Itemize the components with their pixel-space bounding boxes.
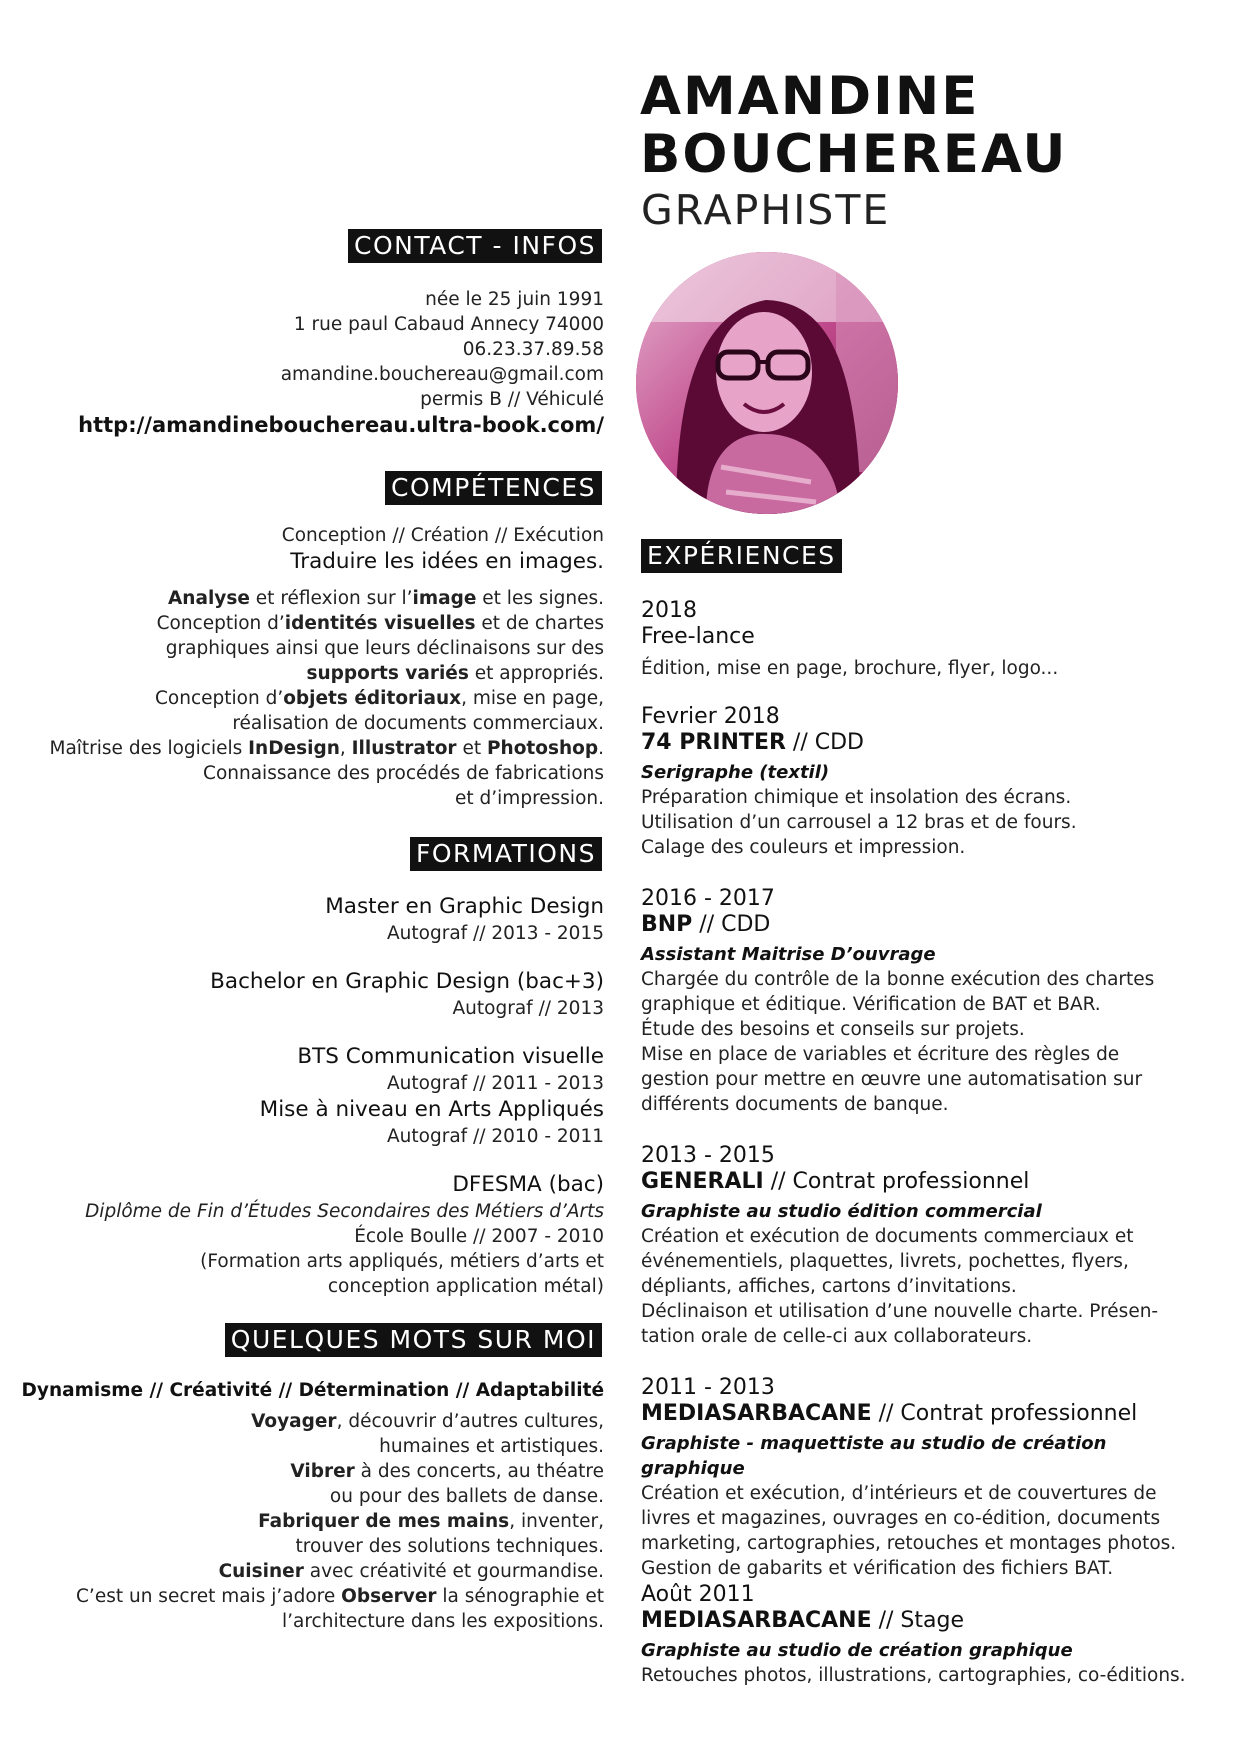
experience-heading: EXPÉRIENCES	[641, 539, 842, 573]
skills-motto: Traduire les idées en images.	[290, 549, 604, 574]
experience-year: 2016 - 2017	[641, 886, 775, 911]
degree-title: Master en Graphic Design	[325, 894, 604, 919]
contact-heading: CONTACT - INFOS	[348, 229, 602, 263]
skill-line: et d’impression.	[455, 788, 604, 809]
experience-year: 2013 - 2015	[641, 1143, 775, 1168]
experience-company: Free-lance	[641, 624, 755, 649]
skill-line: Conception d’identités visuelles et de chartes	[156, 613, 604, 634]
experience-post: Graphiste au studio de création graphique	[641, 1640, 1073, 1661]
experience-desc: Chargée du contrôle de la bonne exécution des chartes	[641, 969, 1155, 990]
about-line: Cuisiner avec créativité et gourmandise.	[218, 1561, 604, 1582]
experience-item	[641, 1582, 1201, 1688]
experience-item	[641, 1375, 1201, 1581]
skills-tagline: Conception // Création // Exécution	[281, 525, 604, 546]
experience-year: Août 2011	[641, 1582, 755, 1607]
experience-desc: Déclinaison et utilisation d’une nouvelle charte. Présen-	[641, 1301, 1159, 1322]
skills-list	[49, 523, 604, 811]
experience-item	[641, 704, 1201, 860]
degree-note: conception application métal)	[327, 1276, 604, 1297]
experience-post: Graphiste au studio édition commercial	[641, 1201, 1042, 1222]
address: 1 rue paul Cabaud Annecy 74000	[293, 314, 604, 335]
experience-year: Fevrier 2018	[641, 704, 780, 729]
degree-title: Bachelor en Graphic Design (bac+3)	[210, 969, 604, 994]
skill-line: Analyse et réflexion sur l’image et les signes.	[167, 588, 604, 609]
degree-school: Autograf // 2013	[452, 998, 604, 1019]
experience-desc: livres et magazines, ouvrages en co-édition, documents	[641, 1508, 1161, 1529]
about-line: trouver des solutions techniques.	[295, 1536, 604, 1557]
experience-company: GENERALI // Contrat professionnel	[641, 1169, 1030, 1194]
last-name: BOUCHEREAU	[640, 124, 1068, 185]
experience-desc: Gestion de gabarits et vérification des fichiers BAT.	[641, 1558, 1114, 1579]
job-title: GRAPHISTE	[641, 186, 891, 234]
skills-heading: COMPÉTENCES	[385, 471, 602, 505]
degree-school: Autograf // 2011 - 2013	[387, 1073, 604, 1094]
about-heading: QUELQUES MOTS SUR MOI	[225, 1323, 602, 1357]
experience-item	[641, 1143, 1201, 1349]
experience-desc: Calage des couleurs et impression.	[641, 837, 966, 858]
experience-desc: gestion pour mettre en œuvre une automatisation sur	[641, 1069, 1143, 1090]
birth-date: née le 25 juin 1991	[425, 289, 604, 310]
about-line: Fabriquer de mes mains, inventer,	[258, 1511, 604, 1532]
email[interactable]: amandine.bouchereau@gmail.com	[280, 364, 604, 385]
profile-photo	[636, 252, 898, 514]
education-heading: FORMATIONS	[410, 837, 602, 871]
skill-line: Conception d’objets éditoriaux, mise en page,	[155, 688, 604, 709]
skill-line: Maîtrise des logiciels InDesign, Illustrator et Photoshop.	[49, 738, 604, 759]
degree-title: BTS Communication visuelle	[297, 1044, 604, 1069]
skill-line: graphiques ainsi que leurs déclinaisons sur des	[165, 638, 604, 659]
candidate-name	[640, 68, 1067, 184]
degree-school: Autograf // 2010 - 2011	[387, 1126, 604, 1147]
phone: 06.23.37.89.58	[462, 339, 604, 360]
experience-desc: Création et exécution de documents commerciaux et	[641, 1226, 1134, 1247]
degree-school: Autograf // 2013 - 2015	[387, 923, 604, 944]
experience-company: MEDIASARBACANE // Contrat professionnel	[641, 1401, 1138, 1426]
experience-desc: différents documents de banque.	[641, 1094, 949, 1115]
experience-desc: événementiels, plaquettes, livrets, pochettes, flyers,	[641, 1251, 1129, 1272]
about-line: l’architecture dans les expositions.	[281, 1611, 604, 1632]
experience-desc: Édition, mise en page, brochure, flyer, logo...	[641, 658, 1059, 679]
experience-desc: graphique et éditique. Vérification de BAT et BAR.	[641, 994, 1101, 1015]
about-line: ou pour des ballets de danse.	[329, 1486, 604, 1507]
degree-full-name: Diplôme de Fin d’Études Secondaires des Métiers d’Arts	[85, 1201, 604, 1222]
about-text	[22, 1377, 604, 1634]
education-list	[85, 893, 604, 1299]
portrait-illustration	[636, 252, 898, 514]
experience-company: MEDIASARBACANE // Stage	[641, 1608, 965, 1633]
experience-company: BNP // CDD	[641, 912, 771, 937]
experience-post: Assistant Maitrise D’ouvrage	[641, 944, 936, 965]
about-line: Vibrer à des concerts, au théatre	[290, 1461, 604, 1482]
personal-traits: Dynamisme // Créativité // Détermination // Adaptabilité	[21, 1380, 604, 1401]
experience-year: 2018	[641, 598, 697, 623]
about-line: C’est un secret mais j’adore Observer la sénographie et	[76, 1586, 604, 1607]
experience-item	[641, 598, 1201, 681]
experience-desc: Préparation chimique et insolation des écrans.	[641, 787, 1072, 808]
experience-company: 74 PRINTER // CDD	[641, 730, 864, 755]
experience-desc: Retouches photos, illustrations, cartographies, co-éditions.	[641, 1665, 1186, 1686]
website-link[interactable]: http://amandinebouchereau.ultra-book.com/	[78, 413, 604, 437]
driving-license: permis B // Véhiculé	[420, 389, 604, 410]
experience-desc: Étude des besoins et conseils sur projets.	[641, 1019, 1025, 1040]
degree-title: Mise à niveau en Arts Appliqués	[259, 1097, 604, 1122]
degree-title: DFESMA (bac)	[452, 1172, 604, 1197]
first-name: AMANDINE	[640, 66, 980, 127]
experience-post: Serigraphe (textil)	[641, 762, 830, 783]
experience-desc: dépliants, affiches, cartons d’invitations.	[641, 1276, 1017, 1297]
experience-desc: marketing, cartographies, retouches et montages photos.	[641, 1533, 1177, 1554]
skill-line: supports variés et appropriés.	[306, 663, 604, 684]
experience-item	[641, 886, 1201, 1117]
about-line: humaines et artistiques.	[379, 1436, 604, 1457]
skill-line: Connaissance des procédés de fabrications	[203, 763, 604, 784]
experience-post: Graphiste - maquettiste au studio de création graphique	[641, 1433, 1107, 1479]
skill-line: réalisation de documents commerciaux.	[232, 713, 604, 734]
contact-info	[78, 287, 604, 439]
degree-school: École Boulle // 2007 - 2010	[354, 1226, 604, 1247]
experience-desc: tation orale de celle-ci aux collaborateurs.	[641, 1326, 1033, 1347]
experience-desc: Mise en place de variables et écriture des règles de	[641, 1044, 1120, 1065]
experience-year: 2011 - 2013	[641, 1375, 775, 1400]
about-line: Voyager, découvrir d’autres cultures,	[251, 1411, 604, 1432]
experience-desc: Utilisation d’un carrousel a 12 bras et de fours.	[641, 812, 1077, 833]
degree-note: (Formation arts appliqués, métiers d’arts et	[200, 1251, 604, 1272]
experience-desc: Création et exécution, d’intérieurs et de couvertures de	[641, 1483, 1157, 1504]
